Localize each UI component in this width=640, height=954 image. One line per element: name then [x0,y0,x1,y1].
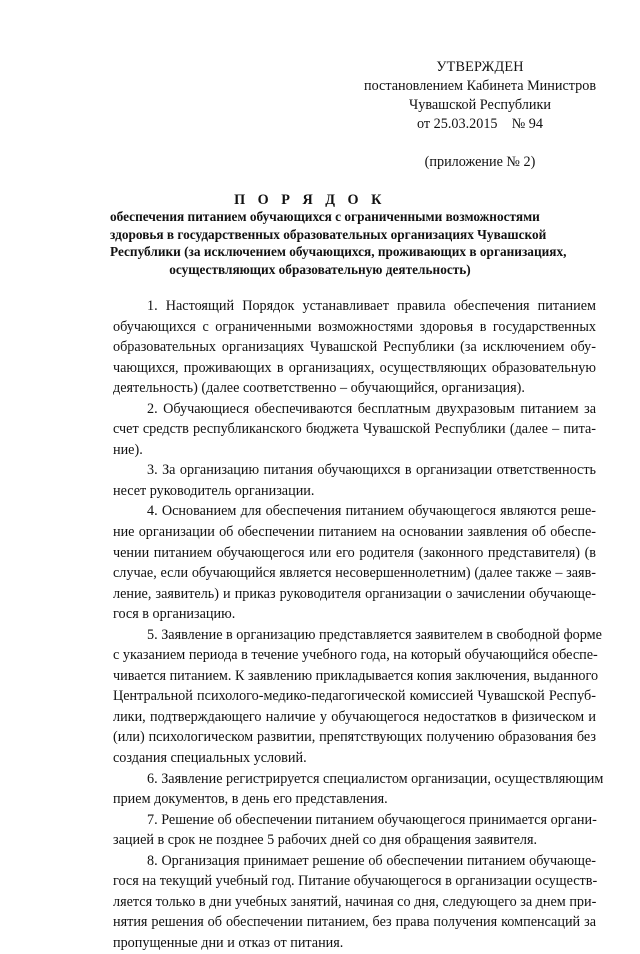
body-line: несет руководитель организации. [113,482,315,499]
body-line: пропущенные дни и отказ от питания. [113,934,344,951]
body-line: 1. Настоящий Порядок устанавливает правила обеспечения питанием [147,298,596,314]
approval-date-number: от 25.03.2015 № 94 [417,116,543,132]
document-body [113,296,604,954]
body-line: гося на текущий учебный год. Питание обучающегося в организации осуществ- [113,873,598,890]
body-line: 4. Основанием для обеспечения питанием обучающегося являются реше- [147,503,596,520]
body-line: 5. Заявление в организацию представляется заявителем в свободной форме [147,626,602,643]
body-line: обучающихся с ограниченными возможностями здоровья в государственных [113,318,596,335]
approval-line-2: Чувашской Республики [409,97,551,113]
body-line: ние). [113,441,143,458]
body-line: 7. Решение об обеспечении питанием обучающегося принимается органи- [147,811,597,828]
body-line: счет средств республиканского бюджета Чувашской Республики (далее – пита- [113,421,596,438]
body-line: ление, заявитель) и приказ руководителя организации о зачислении обучающе- [113,585,596,602]
body-line: чивается питанием. К заявлению прикладывается копия заключения, выданного [113,667,599,684]
subtitle-line: обеспечения питанием обучающихся с ограниченными возможностями [110,209,540,224]
appendix-number: (приложение № 2) [424,154,536,170]
approved-heading: УТВЕРЖДЕН [436,59,524,75]
body-line: ляется только в дни учебных занятий, начиная со дня, следующего за днем при- [113,893,597,910]
body-line: Центральной психолого-медико-педагогической комиссией Чувашской Респуб- [113,688,596,705]
body-line: прием документов, в день его представления. [113,791,388,808]
body-line: зацией в срок не позднее 5 рабочих дней со дня обращения заявителя. [113,832,538,849]
body-line: 2. Обучающиеся обеспечиваются бесплатным двухразовым питанием за [147,400,596,417]
body-line: гося в организацию. [113,606,236,623]
subtitle-line: Республики (за исключением обучающихся, проживающих в организациях, [110,244,567,260]
body-line: лики, подтверждающего наличие у обучающегося недостатков в физическом и [113,708,596,725]
body-line: (или) психологическом развитии, препятствующих получению образования без [113,729,596,746]
body-line: создания специальных условий. [113,750,307,767]
body-line: чающихся, проживающих в организациях, осуществляющих образовательную [113,359,596,376]
body-line: нятия решения об обеспечении питанием, без права получения компенсаций за [113,914,596,931]
body-line: с указанием периода в течение учебного года, на который обучающийся обеспе- [113,647,598,664]
body-line: деятельность) (далее соответственно – обучающийся, организация). [113,380,525,397]
document-subtitle [110,208,567,278]
approval-block [340,58,620,172]
document-title: П О Р Я Д О К [234,192,386,208]
body-line: образовательных организациях Чувашской Республики (за исключением обу- [113,339,596,356]
body-line: 3. За организацию питания обучающихся в организации ответственность [147,462,596,479]
subtitle-line: здоровья в государственных образовательных организациях Чувашской [110,226,547,242]
body-line: случае, если обучающийся является несовершеннолетним) (далее также – заяв- [113,565,596,582]
body-line: 6. Заявление регистрируется специалистом организации, осуществляющим [147,770,604,787]
body-line: чении питанием обучающегося или его родителя (законного представителя) (в [113,544,596,561]
body-line: 8. Организация принимает решение об обеспечении питанием обучающе- [147,852,596,869]
subtitle-line: осуществляющих образовательную деятельность) [169,261,471,277]
approval-line-1: постановлением Кабинета Министров [363,78,597,94]
body-line: ние организации об обеспечении питанием на основании заявления об обеспе- [113,524,596,541]
